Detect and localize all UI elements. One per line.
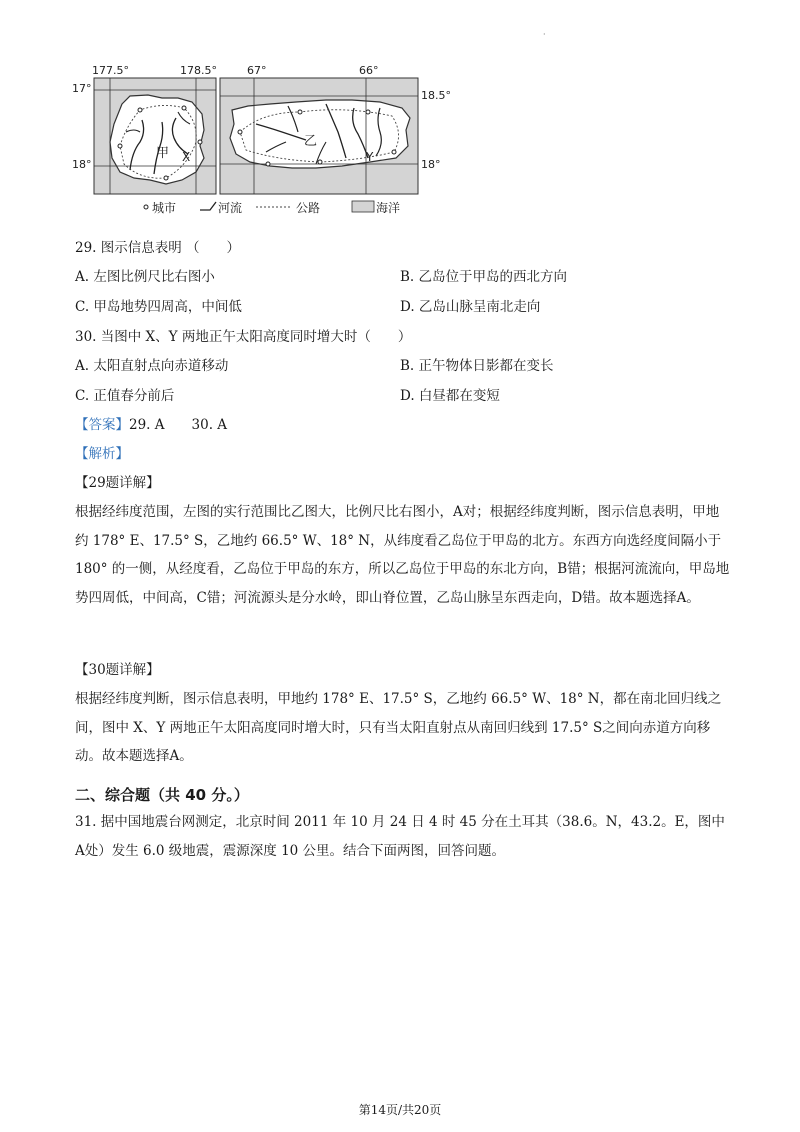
q30-stem: 30. 当图中 X、Y 两地正午太阳高度同时增大时（ ） <box>75 329 412 345</box>
right-island-label: 乙 <box>304 134 318 149</box>
left-lon-label-1: 177.5° <box>92 64 129 77</box>
analysis-tag: 【解析】 <box>75 446 129 462</box>
page-footer: 第14页/共20页 <box>358 1103 442 1117</box>
left-lat-label-2: 18° <box>72 158 92 171</box>
left-lon-label-2: 178.5° <box>180 64 217 77</box>
q29-option-c: C. 甲岛地势四周高，中间低 <box>75 299 242 315</box>
scan-speck: · <box>543 30 546 39</box>
right-lon-label-2: 66° <box>359 64 379 77</box>
q30-option-b: B. 正午物体日影都在变长 <box>400 358 554 374</box>
right-lat-label-2: 18° <box>421 158 441 171</box>
island-maps-figure <box>70 62 450 222</box>
q30-option-d: D. 白昼都在变短 <box>400 388 500 404</box>
left-lat-label-1: 17° <box>72 82 92 95</box>
left-point-label: X <box>182 150 191 164</box>
detail29-text: 根据经纬度范围，左图的实行范围比乙图大，比例尺比右图小，A对；根据经纬度判断，图示信息表明，甲地约 178° E、17.5° S，乙地约 66.5° W、18° N，从纬度看乙岛位于甲岛的北方。东西方向选经度间隔小于 180° 的一侧，从经度看，乙岛位于甲岛的东方，所以乙岛位于甲岛的东北方向，B错；根据河流流向，甲岛地势四周低，中间高，C错；河流源头是分水岭，即山脊位置，乙岛山脉呈东西走向，D错。故本题选择A。 <box>75 504 730 606</box>
left-island-shape <box>110 95 204 184</box>
q31-text: 31. 据中国地震台网测定，北京时间 2011 年 10 月 24 日 4 时 45 分在土耳其（38.6。N，43.2。E，图中A处）发生 6.0 级地震，震源深度 10 公里。结合下面两图，回答问题。 <box>75 814 725 859</box>
answer-text: 29. A 30. A <box>129 417 228 433</box>
maps-svg <box>70 62 450 222</box>
detail30-title: 【30题详解】 <box>75 662 160 678</box>
left-island-label: 甲 <box>156 146 170 161</box>
q29-stem: 29. 图示信息表明 （ ） <box>75 240 241 256</box>
right-point-label: Y <box>366 150 374 164</box>
legend-river: 河流 <box>218 201 243 215</box>
q29-option-b: B. 乙岛位于甲岛的西北方向 <box>400 269 568 285</box>
legend-city: 城市 <box>152 201 177 215</box>
detail29-title: 【29题详解】 <box>75 475 160 491</box>
answer-line <box>75 415 227 435</box>
detail30-text: 根据经纬度判断，图示信息表明，甲地约 178° E、17.5° S，乙地约 66.5° W、18° N，都在南北回归线之间，图中 X、Y 两地正午太阳高度同时增大时，只有当太阳直射点从南回归线到 17.5° S之间向赤道方向移动。故本题选择A。 <box>75 691 722 764</box>
legend-road: 公路 <box>296 201 321 215</box>
q30-option-a: A. 太阳直射点向赤道移动 <box>75 358 229 374</box>
answer-tag: 【答案】 <box>75 417 129 433</box>
q29-option-d: D. 乙岛山脉呈南北走向 <box>400 299 541 315</box>
map-legend <box>132 199 452 215</box>
right-lat-label-1: 18.5° <box>421 89 451 102</box>
q30-option-c: C. 正值春分前后 <box>75 388 175 404</box>
section2-title: 二、综合题（共 40 分。） <box>75 786 249 804</box>
right-lon-label-1: 67° <box>247 64 267 77</box>
legend-sea: 海洋 <box>376 201 401 215</box>
q29-option-a: A. 左图比例尺比右图小 <box>75 269 215 285</box>
